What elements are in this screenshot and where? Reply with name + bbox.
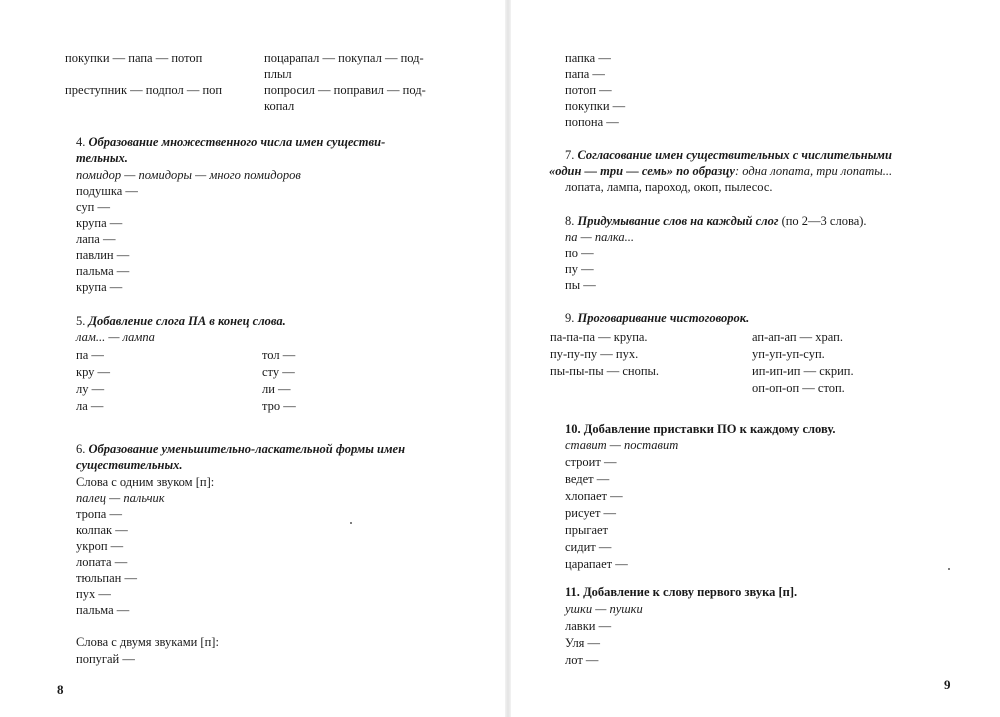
pattern-label: «один — три — семь» по образцу bbox=[549, 164, 735, 178]
list-item: тюльпан — bbox=[76, 571, 137, 585]
list-item: хлопает — bbox=[565, 489, 623, 503]
section-number: 6. bbox=[76, 442, 86, 456]
section-number: 7. bbox=[565, 148, 575, 162]
list-item: пальма — bbox=[76, 264, 130, 278]
syllable-item: ли — bbox=[262, 382, 291, 396]
syllable-item: па — bbox=[76, 348, 104, 362]
word-row: попросил — поправил — под- bbox=[264, 83, 426, 97]
syllable-item: ла — bbox=[76, 399, 104, 413]
list-item: Уля — bbox=[565, 636, 601, 650]
example: палец — пальчик bbox=[76, 491, 165, 505]
pattern-example: : одна лопата, три лопаты... bbox=[734, 164, 893, 178]
section-title: Согласование имен существительных с числительными bbox=[577, 148, 892, 162]
section-title: Образование множественного числа имен существи- bbox=[88, 135, 386, 149]
list-item: прыгает bbox=[565, 523, 609, 537]
list-item: суп — bbox=[76, 200, 110, 214]
list-item: тропа — bbox=[76, 507, 122, 521]
syllable-item: кру — bbox=[76, 365, 111, 379]
page-number: 9 bbox=[944, 677, 951, 692]
list-item: папка — bbox=[565, 51, 611, 65]
section-number: 9. bbox=[565, 311, 575, 325]
list-item: попона — bbox=[565, 115, 619, 129]
example: ушки — пушки bbox=[565, 602, 643, 616]
tongue-twister: ап-ап-ап — храп. bbox=[752, 330, 843, 344]
section-title-cont: существительных. bbox=[76, 458, 183, 472]
page-gutter bbox=[505, 0, 511, 717]
syllable-item: сту — bbox=[262, 365, 295, 379]
page-number: 8 bbox=[57, 682, 64, 697]
list-item: лопата — bbox=[76, 555, 128, 569]
list-item: пальма — bbox=[76, 603, 130, 617]
list-item: пу — bbox=[565, 262, 594, 276]
example: лам... — лампа bbox=[76, 330, 155, 344]
word-row: преступник — подпол — поп bbox=[65, 83, 223, 97]
list-item: по — bbox=[565, 246, 594, 260]
list-item: царапает — bbox=[565, 557, 628, 571]
subheading: Слова с двумя звуками [п]: bbox=[76, 635, 219, 649]
tongue-twister: пы-пы-пы — снопы. bbox=[550, 364, 660, 378]
section-title: Проговаривание чистоговорок. bbox=[577, 311, 750, 325]
list-item: крупа — bbox=[76, 280, 123, 294]
list-item: пы — bbox=[565, 278, 596, 292]
example: па — палка... bbox=[565, 230, 634, 244]
tongue-twister: уп-уп-уп-суп. bbox=[752, 347, 825, 361]
section-title-cont bbox=[549, 163, 892, 179]
word-row: покупки — папа — потоп bbox=[65, 51, 203, 65]
list-item: попугай — bbox=[76, 652, 135, 666]
list-item: лавки — bbox=[565, 619, 612, 633]
list-item: лапа — bbox=[76, 232, 116, 246]
list-item: крупа — bbox=[76, 216, 123, 230]
section-4-heading bbox=[76, 134, 385, 150]
list-item: потоп — bbox=[565, 83, 612, 97]
scan-speck bbox=[350, 522, 352, 524]
list-item: покупки — bbox=[565, 99, 626, 113]
list-item: строит — bbox=[565, 455, 617, 469]
syllable-item: лу — bbox=[76, 382, 105, 396]
section-title-cont: тельных. bbox=[76, 151, 128, 165]
section-number: 4. bbox=[76, 135, 86, 149]
list-item: лот — bbox=[565, 653, 599, 667]
syllable-item: тро — bbox=[262, 399, 296, 413]
word-row: плыл bbox=[264, 67, 292, 81]
tongue-twister: ип-ип-ип — скрип. bbox=[752, 364, 854, 378]
tongue-twister: пу-пу-пу — пух. bbox=[550, 347, 639, 361]
section-number: 8. bbox=[565, 214, 575, 228]
section-title: Добавление к слову первого звука [п]. bbox=[583, 585, 798, 599]
section-number: 10. bbox=[565, 422, 581, 436]
section-title: Добавление слога ПА в конец слова. bbox=[88, 314, 286, 328]
section-number: 5. bbox=[76, 314, 86, 328]
word-row: поцарапал — покупал — под- bbox=[264, 51, 424, 65]
section-number: 11. bbox=[565, 585, 580, 599]
list-item: колпак — bbox=[76, 523, 128, 537]
list-item: сидит — bbox=[565, 540, 612, 554]
section-11-heading bbox=[565, 584, 797, 600]
section-6-heading bbox=[76, 441, 405, 457]
section-5-heading bbox=[76, 313, 286, 329]
subheading: Слова с одним звуком [п]: bbox=[76, 475, 215, 489]
word-row: копал bbox=[264, 99, 295, 113]
section-title: Образование уменьшительно-ласкательной формы имен bbox=[88, 442, 406, 456]
list-item: папа — bbox=[565, 67, 605, 81]
section-7-heading bbox=[565, 147, 892, 163]
tongue-twister: па-па-па — крупа. bbox=[550, 330, 648, 344]
list-item: павлин — bbox=[76, 248, 130, 262]
syllable-item: тол — bbox=[262, 348, 296, 362]
section-9-heading bbox=[565, 310, 749, 326]
list-item: укроп — bbox=[76, 539, 124, 553]
tongue-twister: оп-оп-оп — стоп. bbox=[752, 381, 845, 395]
list-item: пух — bbox=[76, 587, 111, 601]
example: помидор — помидоры — много помидоров bbox=[76, 168, 301, 182]
section-title: Придумывание слов на каждый слог bbox=[577, 214, 779, 228]
word-list: лопата, лампа, пароход, окоп, пылесос. bbox=[565, 180, 773, 194]
list-item: подушка — bbox=[76, 184, 138, 198]
example: ставит — поставит bbox=[565, 438, 679, 452]
list-item: рисует — bbox=[565, 506, 617, 520]
section-title: Добавление приставки ПО к каждому слову. bbox=[583, 422, 836, 436]
scan-speck bbox=[948, 568, 950, 570]
list-item: ведет — bbox=[565, 472, 610, 486]
section-note: (по 2—3 слова). bbox=[778, 214, 867, 228]
section-10-heading bbox=[565, 421, 835, 437]
section-8-heading bbox=[565, 213, 867, 229]
